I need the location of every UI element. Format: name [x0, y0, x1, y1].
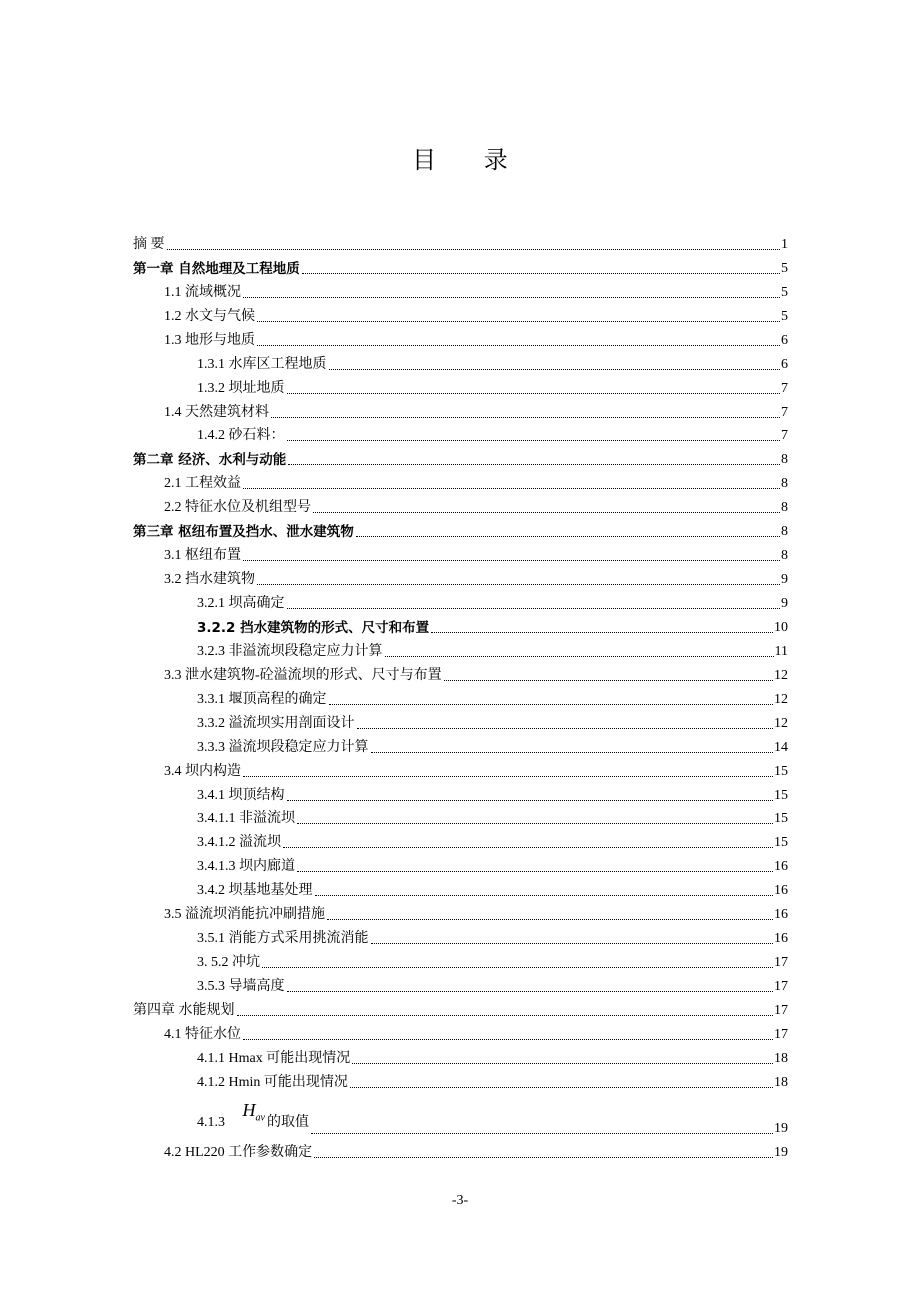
formula-symbol — [242, 1100, 265, 1124]
toc-entry[interactable] — [133, 1044, 788, 1068]
toc-entry-page: 18 — [774, 1074, 788, 1090]
toc-entry[interactable] — [133, 637, 788, 661]
toc-entry-page: 7 — [781, 404, 788, 420]
toc-entry[interactable] — [133, 1020, 788, 1044]
toc-entry[interactable] — [133, 326, 788, 350]
dot-leader — [283, 846, 773, 848]
dot-leader — [313, 511, 780, 513]
dot-leader — [167, 248, 781, 250]
toc-entry-page: 17 — [774, 1002, 788, 1018]
toc-entry-label: 3.5.3 导墙高度 — [197, 979, 285, 994]
toc-entry-label — [197, 1100, 309, 1138]
toc-entry-page: 7 — [781, 428, 788, 444]
toc-entry[interactable] — [133, 422, 788, 446]
toc-entry[interactable] — [133, 613, 788, 637]
dot-leader — [352, 1062, 773, 1064]
formula-variable: H — [242, 1100, 256, 1121]
toc-entry-label: 1.1 流域概况 — [164, 284, 241, 300]
dot-leader — [350, 1086, 773, 1088]
toc-entry-page: 5 — [781, 260, 788, 276]
toc-entry-page: 8 — [781, 524, 788, 540]
toc-entry-page: 16 — [774, 883, 788, 899]
toc-entry-label: 1.4 天然建筑材料 — [164, 404, 269, 420]
toc-entry-page: 8 — [781, 500, 788, 516]
toc-entry-page: 7 — [781, 380, 788, 396]
dot-leader — [356, 535, 780, 537]
toc-entry[interactable] — [133, 493, 788, 517]
toc-entry-page: 9 — [781, 596, 788, 611]
dot-leader — [287, 607, 781, 609]
dot-leader — [262, 966, 773, 968]
toc-entry-label: 第二章 经济、水利与动能 — [133, 452, 287, 469]
formula-subscript: av — [255, 1112, 265, 1124]
dot-leader — [243, 296, 780, 298]
toc-entry[interactable] — [133, 781, 788, 805]
toc-entry-label: 3.5.1 消能方式采用挑流消能 — [197, 931, 369, 947]
toc-entry[interactable] — [133, 876, 788, 900]
toc-entry[interactable] — [133, 230, 788, 254]
toc-entry[interactable] — [133, 374, 788, 398]
toc-entry-label: 3.4.1.3 坝内廊道 — [197, 859, 295, 875]
toc-entry-label: 3.3.1 堰顶高程的确定 — [197, 691, 327, 707]
toc-entry[interactable] — [133, 278, 788, 302]
toc-entry[interactable] — [133, 398, 788, 422]
toc-entry-page: 15 — [774, 763, 788, 779]
dot-leader — [327, 918, 773, 920]
toc-entry-page: 6 — [781, 332, 788, 348]
toc-entry[interactable] — [133, 589, 788, 613]
toc-entry-page: 15 — [774, 787, 788, 803]
toc-entry-label: 1.3 地形与地质 — [164, 332, 255, 348]
page-number-footer: -3- — [451, 1193, 469, 1208]
dot-leader — [257, 583, 780, 585]
dot-leader — [314, 1156, 773, 1158]
toc-entry-page: 9 — [781, 572, 788, 588]
dot-leader — [315, 894, 774, 896]
toc-entry-label: 第三章 枢纽布置及挡水、泄水建筑物 — [133, 524, 354, 541]
toc-entry-page: 15 — [774, 835, 788, 851]
toc-entry-page: 16 — [774, 907, 788, 923]
toc-entry[interactable] — [133, 828, 788, 852]
toc-entry-label: 1.3.2 坝址地质 — [197, 380, 285, 396]
toc-entry-label: 1.2 水文与气候 — [164, 308, 255, 324]
toc-entry-label: 3.5 溢流坝消能抗冲刷措施 — [164, 907, 325, 923]
dot-leader — [287, 990, 774, 992]
toc-entry-label: 3.1 枢纽布置 — [164, 548, 241, 564]
section-title: 的取值 — [266, 1115, 309, 1131]
dot-leader — [243, 487, 780, 489]
dot-leader — [257, 344, 780, 346]
toc-entry[interactable] — [133, 350, 788, 374]
toc-entry[interactable] — [133, 852, 788, 876]
toc-entry-page: 6 — [781, 356, 788, 372]
toc-entry-chapter[interactable] — [133, 254, 788, 278]
toc-entry-page: 17 — [774, 955, 788, 971]
dot-leader — [243, 1038, 773, 1040]
toc-entry[interactable] — [133, 1138, 788, 1162]
toc-entry-label: 3.4.1.2 溢流坝 — [197, 835, 281, 851]
toc-entry[interactable] — [133, 302, 788, 326]
toc-entry-label: 3.4.1 坝顶结构 — [197, 787, 285, 803]
dot-leader — [257, 320, 780, 322]
toc-entry-chapter[interactable] — [133, 517, 788, 541]
dot-leader — [287, 392, 781, 394]
toc-entry-label: 第四章 水能规划 — [133, 1002, 235, 1018]
toc-entry-label: 3.4.2 坝基地基处理 — [197, 883, 313, 899]
toc-entry-label: 3.4 坝内构造 — [164, 763, 241, 779]
toc-entry-label: 第一章 自然地理及工程地质 — [133, 260, 300, 277]
toc-entry[interactable] — [133, 661, 788, 685]
dot-leader — [329, 368, 781, 370]
section-number: 4.1.3 — [197, 1115, 225, 1131]
toc-entry-page: 12 — [774, 691, 788, 707]
toc-entry-page: 1 — [781, 236, 788, 252]
toc-entry[interactable] — [133, 541, 788, 565]
toc-entry[interactable] — [133, 733, 788, 757]
dot-leader — [287, 799, 774, 801]
toc-entry-label: 3.2.2 挡水建筑物的形式、尺寸和布置 — [197, 619, 430, 636]
dot-leader — [385, 655, 774, 657]
toc-entry-page: 17 — [774, 1026, 788, 1042]
toc-entry-page: 15 — [774, 811, 788, 827]
toc-entry-label: 3. 5.2 冲坑 — [197, 955, 260, 971]
toc-entry-page: 8 — [781, 548, 788, 564]
dot-leader — [357, 727, 774, 729]
toc-entry-label: 3.2.1 坝高确定 — [197, 596, 285, 611]
toc-entry-label: 2.2 特征水位及机组型号 — [164, 500, 311, 516]
toc-entry-chapter[interactable] — [133, 996, 788, 1020]
toc-entry-label: 1.3.1 水库区工程地质 — [197, 356, 327, 372]
toc-entry-label: 4.1 特征水位 — [164, 1026, 241, 1042]
toc-entry[interactable] — [133, 948, 788, 972]
dot-leader — [243, 775, 773, 777]
toc-entry-page: 8 — [781, 452, 788, 468]
toc-entry-label: 1.4.2 砂石料： — [197, 428, 285, 444]
dot-leader — [237, 1014, 774, 1016]
toc-entry-label: 4.2 HL220 工作参数确定 — [164, 1144, 313, 1160]
toc-entry-page: 19 — [774, 1144, 788, 1160]
dot-leader — [271, 416, 780, 418]
toc-entry-label: 3.3.2 溢流坝实用剖面设计 — [197, 715, 355, 731]
toc-entry-label: 2.1 工程效益 — [164, 476, 241, 492]
toc-entry[interactable] — [133, 709, 788, 733]
toc-entry-label: 3.2.3 非溢流坝段稳定应力计算 — [197, 643, 383, 659]
toc-entry-page: 12 — [774, 667, 788, 683]
dot-leader — [288, 463, 780, 465]
toc-entry-label: 3.4.1.1 非溢流坝 — [197, 811, 295, 827]
toc-entry[interactable] — [133, 1092, 788, 1138]
dot-leader — [297, 822, 773, 824]
toc-entry-page: 19 — [774, 1120, 788, 1136]
toc-entry-label: 4.1.2 Hmin 可能出现情况 — [197, 1074, 348, 1090]
page-title: 目 录 — [412, 146, 528, 174]
dot-leader — [243, 559, 780, 561]
toc-entry-page: 5 — [781, 308, 788, 324]
toc-entry-label: 3.3.3 溢流坝段稳定应力计算 — [197, 739, 369, 755]
toc-entry-page: 10 — [774, 619, 788, 635]
dot-leader — [444, 679, 773, 681]
dot-leader — [297, 870, 773, 872]
toc-entry-page: 18 — [774, 1050, 788, 1066]
toc-entry-chapter[interactable] — [133, 445, 788, 469]
dot-leader — [371, 942, 774, 944]
toc-entry-page: 14 — [774, 739, 788, 755]
dot-leader — [311, 1132, 773, 1134]
toc-entry[interactable] — [133, 805, 788, 829]
toc-entry[interactable] — [133, 685, 788, 709]
toc-entry-page: 16 — [774, 931, 788, 947]
toc-entry[interactable] — [133, 757, 788, 781]
toc-entry-label: 摘 要 — [133, 236, 165, 252]
toc-entry[interactable] — [133, 1068, 788, 1092]
toc-entry[interactable] — [133, 565, 788, 589]
toc-entry[interactable] — [133, 469, 788, 493]
toc-entry-label: 3.2 挡水建筑物 — [164, 572, 255, 588]
dot-leader — [431, 631, 773, 633]
toc-entry-page: 5 — [781, 284, 788, 300]
toc-entry[interactable] — [133, 900, 788, 924]
dot-leader — [287, 439, 781, 441]
toc-entry[interactable] — [133, 972, 788, 996]
toc-entry-page: 17 — [774, 979, 788, 994]
toc-entry-page: 11 — [774, 643, 788, 659]
toc-entry-label: 3.3 泄水建筑物-砼溢流坝的形式、尺寸与布置 — [164, 667, 442, 683]
dot-leader — [329, 703, 774, 705]
toc-entry-page: 8 — [781, 476, 788, 492]
dot-leader — [302, 272, 780, 274]
toc-entry-page: 12 — [774, 715, 788, 731]
toc-entry[interactable] — [133, 924, 788, 948]
toc-entry-page: 16 — [774, 859, 788, 875]
toc-entry-label: 4.1.1 Hmax 可能出现情况 — [197, 1050, 351, 1066]
dot-leader — [371, 751, 774, 753]
table-of-contents — [133, 230, 788, 1162]
